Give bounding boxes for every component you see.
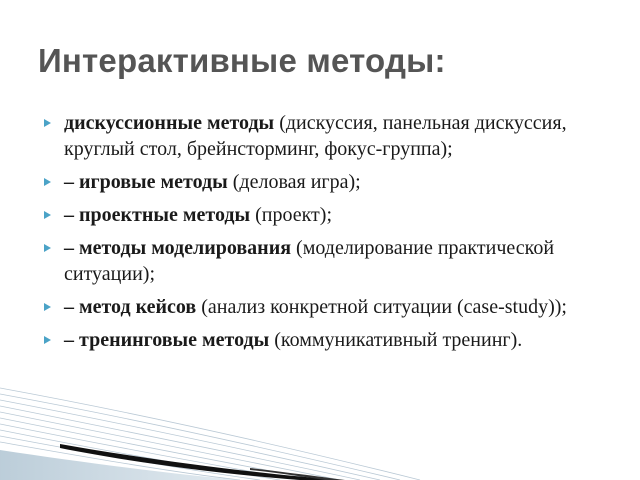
bullet-arrow-icon xyxy=(44,336,51,344)
bullet-term: – тренинговые методы xyxy=(64,329,270,351)
bullet-text: (проект); xyxy=(250,204,333,226)
list-item xyxy=(42,294,598,320)
list-item xyxy=(42,169,598,195)
bullet-list xyxy=(42,110,598,360)
bullet-text: (дискуссия, панельная дискуссия, круглый стол, брейнсторминг, фокус-группа); xyxy=(64,112,567,160)
bullet-arrow-icon xyxy=(44,178,51,186)
bullet-text: (анализ конкретной ситуации (case-study)); xyxy=(196,296,567,318)
bullet-term: – проектные методы xyxy=(64,204,251,226)
list-item xyxy=(42,110,598,162)
bullet-term: дискуссионные методы xyxy=(64,112,275,134)
bullet-term: – игровые методы xyxy=(64,171,228,193)
bullet-arrow-icon xyxy=(44,244,51,252)
bullet-text: (деловая игра); xyxy=(227,171,361,193)
list-item xyxy=(42,327,598,353)
list-item xyxy=(42,235,598,287)
bullet-text: (коммуникативный тренинг). xyxy=(269,329,523,351)
bullet-term: – метод кейсов xyxy=(64,296,197,318)
bullet-text: (моделирование практической ситуации); xyxy=(64,237,555,285)
bullet-arrow-icon xyxy=(44,303,51,311)
bullet-arrow-icon xyxy=(44,211,51,219)
slide-title: Интерактивные методы: xyxy=(38,42,446,79)
bullet-arrow-icon xyxy=(44,119,51,127)
bullet-term: – методы моделирования xyxy=(64,237,292,259)
list-item xyxy=(42,202,598,228)
decorative-swoosh xyxy=(0,370,640,480)
